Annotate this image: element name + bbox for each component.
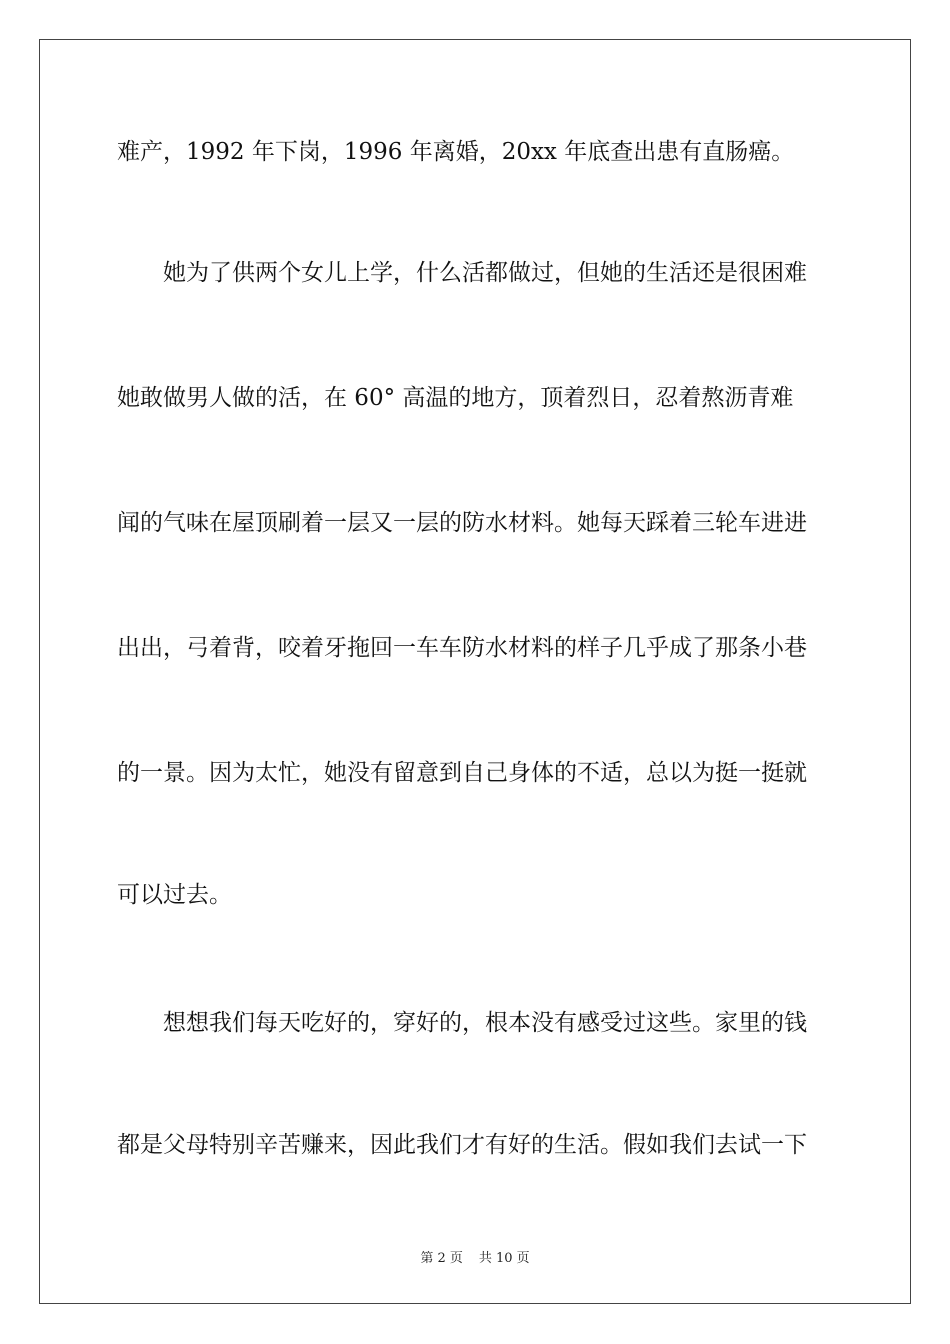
text-line: 出出，弓着背，咬着牙拖回一车车防水材料的样子几乎成了那条小巷 [117, 635, 807, 661]
paragraph-start-line: 想想我们每天吃好的，穿好的，根本没有感受过这些。家里的钱 [163, 1010, 807, 1036]
page-footer [0, 1247, 950, 1266]
text-line: 她敢做男人做的活，在 60° 高温的地方，顶着烈日，忍着熬沥青难 [117, 385, 794, 411]
text-line: 闻的气味在屋顶刷着一层又一层的防水材料。她每天踩着三轮车进进 [117, 510, 807, 536]
paragraph-start-line: 她为了供两个女儿上学，什么活都做过，但她的生活还是很困难 [163, 260, 807, 286]
text-line: 都是父母特别辛苦赚来，因此我们才有好的生活。假如我们去试一下 [117, 1132, 807, 1158]
page-border [39, 39, 911, 1304]
page-number: 第 2 页 [420, 1251, 463, 1266]
text-line: 难产，1992 年下岗，1996 年离婚，20xx 年底查出患有直肠癌。 [117, 139, 795, 165]
text-line: 的一景。因为太忙，她没有留意到自己身体的不适，总以为挺一挺就 [117, 760, 807, 786]
text-line: 可以过去。 [117, 882, 232, 908]
page-total: 共 10 页 [478, 1251, 530, 1266]
